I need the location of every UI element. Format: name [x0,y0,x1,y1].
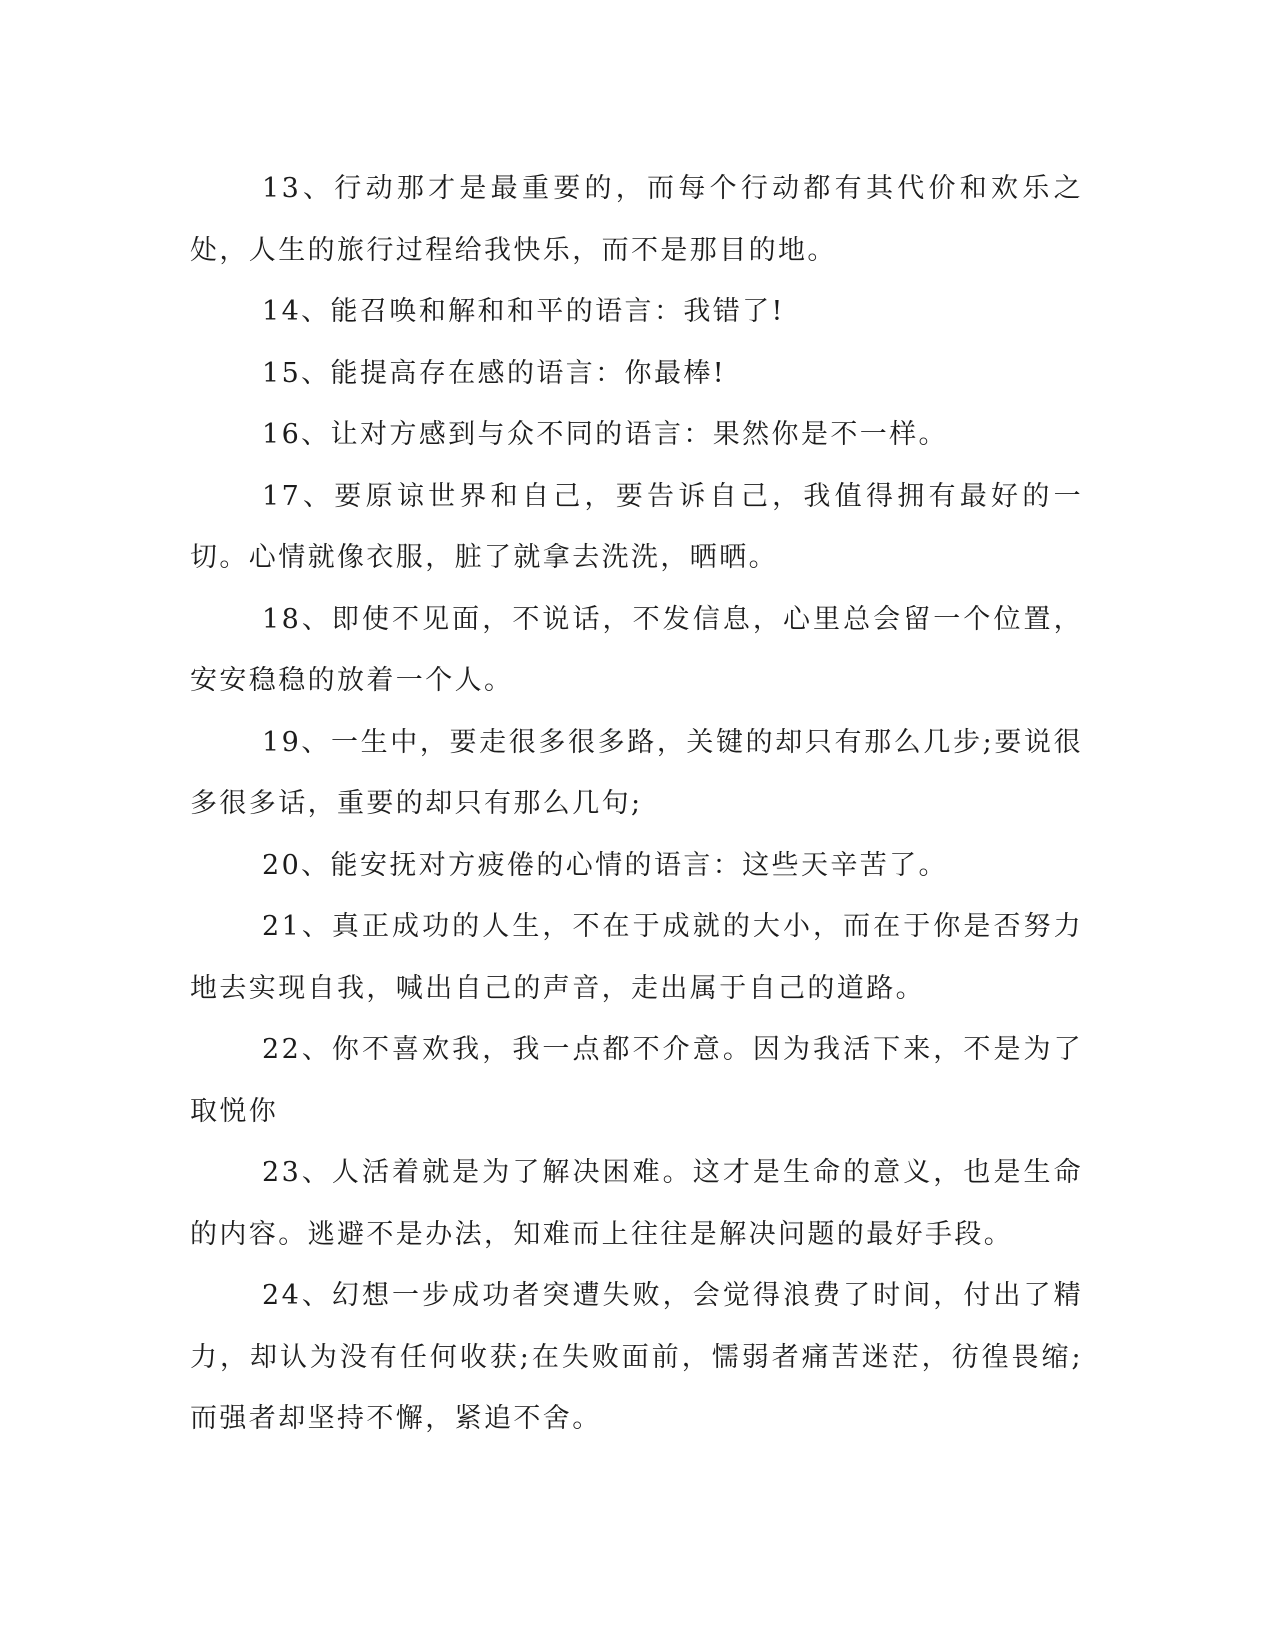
paragraph-15: 15、能提高存在感的语言：你最棒! [262,357,727,389]
paragraph-13: 13、行动那才是最重要的，而每个行动都有其代价和欢乐之处，人生的旅行过程给我快乐，而不是那目的地。 [190,173,1083,266]
paragraph-23: 23、人活着就是为了解决困难。这才是生命的意义，也是生命的内容。逃避不是办法，知难而上往往是解决问题的最好手段。 [190,1157,1083,1250]
paragraph-16: 16、让对方感到与众不同的语言：果然你是不一样。 [262,419,948,450]
paragraph-24: 24、幻想一步成功者突遭失败，会觉得浪费了时间，付出了精力，却认为没有任何收获;在失败面前，懦弱者痛苦迷茫，彷徨畏缩;而强者却坚持不懈，紧追不舍。 [190,1280,1083,1434]
paragraph-18: 18、即使不见面，不说话，不发信息，心里总会留一个位置，安安稳稳的放着一个人。 [190,603,1083,696]
paragraph-20: 20、能安抚对方疲倦的心情的语言：这些天辛苦了。 [262,849,948,881]
document-body [190,158,1083,1450]
paragraph-22: 22、你不喜欢我，我一点都不介意。因为我活下来，不是为了取悦你 [190,1034,1083,1127]
paragraph-21: 21、真正成功的人生，不在于成就的大小，而在于你是否努力地去实现自我，喊出自己的声音，走出属于自己的道路。 [190,911,1083,1004]
paragraph-19: 19、一生中，要走很多很多路，关键的却只有那么几步;要说很多很多话，重要的却只有那么几句; [190,726,1083,819]
paragraph-14: 14、能召唤和解和和平的语言：我错了! [262,296,785,327]
paragraph-17: 17、要原谅世界和自己，要告诉自己，我值得拥有最好的一切。心情就像衣服，脏了就拿去洗洗，晒晒。 [190,480,1083,573]
